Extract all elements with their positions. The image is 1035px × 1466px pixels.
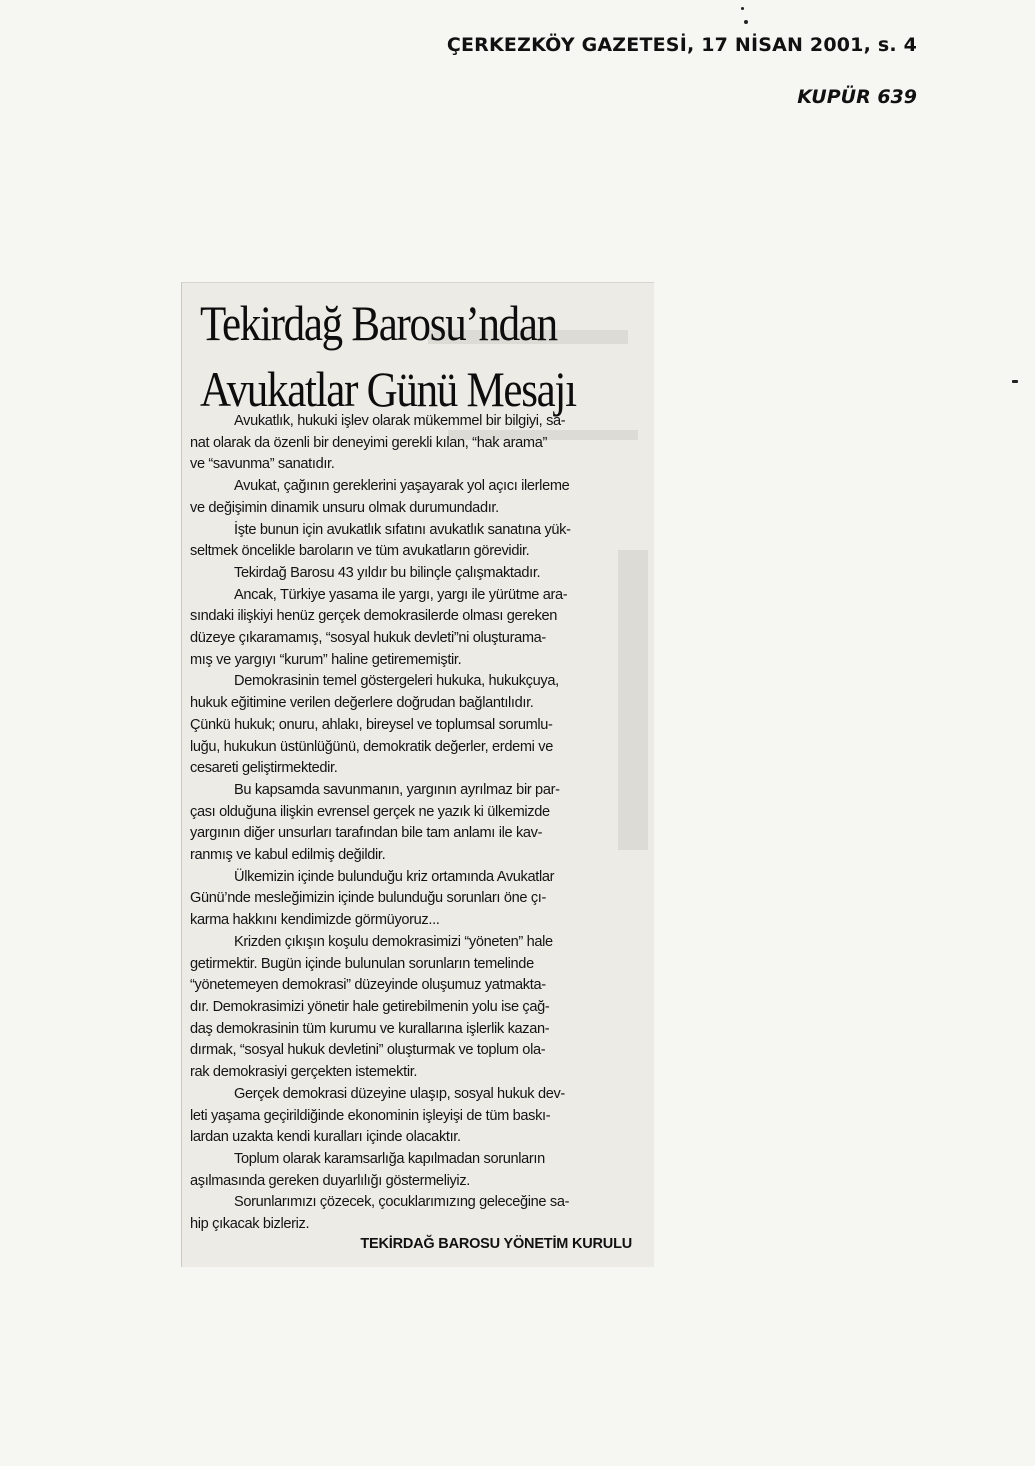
text-line: Bu kapsamda savunmanın, yargının ayrılmaz bir par- xyxy=(234,781,560,798)
text-line: ve “savunma” sanatıdır. xyxy=(190,456,335,473)
text-line: ranmış ve kabul edilmiş değildir. xyxy=(190,847,386,864)
paragraph xyxy=(190,1192,637,1235)
text-line: Krizden çıkışın koşulu demokrasimizi “yöneten” hale xyxy=(234,933,553,950)
paragraph xyxy=(190,563,637,585)
text-line: leti yaşama geçirildiğinde ekonominin işleyişi de tüm baskı- xyxy=(190,1107,551,1124)
headline-line: Tekirdağ Barosu’ndan xyxy=(200,295,557,351)
text-line: yargının diğer unsurları tarafından bile tam anlamı ile kav- xyxy=(190,825,543,842)
text-line: sındaki ilişkiyi henüz gerçek demokrasilerde olması gereken xyxy=(190,608,558,625)
text-line: dırmak, “sosyal hukuk devletini” oluşturmak ve toplum ola- xyxy=(190,1042,546,1059)
paragraph xyxy=(190,476,637,519)
paragraph xyxy=(190,520,637,563)
paragraph xyxy=(190,867,637,932)
text-line: rak demokrasiyi gerçekten istemektir. xyxy=(190,1064,418,1081)
headline-line: Avukatlar Günü Mesajı xyxy=(200,361,576,417)
paragraph xyxy=(190,585,637,672)
paragraph xyxy=(190,780,637,867)
text-line: aşılmasında gereken duyarlılığı göstermeliyiz. xyxy=(190,1172,470,1189)
text-line: daş demokrasinin tüm kurumu ve kurallarına işlerlik kazan- xyxy=(190,1020,550,1037)
text-line: nat olarak da özenli bir deneyimi gerekli kılan, “hak arama” xyxy=(190,434,547,451)
text-line: Avukatlık, hukuki işlev olarak mükemmel bir bilgiyi, sa- xyxy=(234,413,566,429)
paragraph xyxy=(190,1149,637,1192)
text-line: Toplum olarak karamsarlığa kapılmadan sorunların xyxy=(234,1150,545,1167)
newspaper-source-line: ÇERKEZKÖY GAZETESİ, 17 NİSAN 2001, s. 4 xyxy=(446,34,917,56)
scan-speck xyxy=(741,7,744,10)
paragraph xyxy=(190,932,637,1084)
article-signature: TEKİRDAĞ BAROSU YÖNETİM KURULU xyxy=(360,1236,632,1252)
scan-speck xyxy=(744,20,748,24)
text-line: mış ve yargıyı “kurum” haline getirememiştir. xyxy=(190,651,462,668)
text-line: düzeye çıkaramamış, “sosyal hukuk devleti”ni oluşturama- xyxy=(190,630,546,647)
text-line: Avukat, çağının gereklerini yaşayarak yol açıcı ilerleme xyxy=(234,478,570,495)
text-line: cesareti geliştirmektedir. xyxy=(190,760,338,777)
clipping-code: KUPÜR 639 xyxy=(797,86,917,108)
text-line: Günü’nde mesleğimizin içinde bulunduğu sorunları öne çı- xyxy=(190,890,547,907)
text-line: Sorunlarımızı çözecek, çocuklarımızıng geleceğine sa- xyxy=(234,1194,570,1211)
text-line: Tekirdağ Barosu 43 yıldır bu bilinçle çalışmaktadır. xyxy=(234,564,541,581)
text-line: Ülkemizin içinde bulunduğu kriz ortamında Avukatlar xyxy=(234,868,555,885)
text-line: getirmektir. Bugün içinde bulunulan sorunların temelinde xyxy=(190,955,534,972)
text-line: dır. Demokrasimizi yönetir hale getirebilmenin yolu ise çağ- xyxy=(190,998,550,1015)
scan-speck xyxy=(1012,380,1018,383)
paragraph xyxy=(190,1084,637,1149)
article-body xyxy=(190,411,637,1236)
text-line: karma hakkını kendimizde görmüyoruz... xyxy=(190,912,440,929)
text-line: luğu, hukukun üstünlüğünü, demokratik değerler, erdemi ve xyxy=(190,738,553,755)
paragraph xyxy=(190,671,637,780)
text-line: lardan uzakta kendi kuralları içinde olacaktır. xyxy=(190,1129,461,1146)
text-line: Çünkü hukuk; onuru, ahlakı, bireysel ve toplumsal sorumlu- xyxy=(190,716,553,733)
text-line: “yönetemeyen demokrasi” düzeyinde oluşumuz yatmakta- xyxy=(190,977,546,994)
text-line: seltmek öncelikle baroların ve tüm avukatların görevidir. xyxy=(190,543,530,560)
text-line: hukuk eğitimine verilen değerlere doğrudan bağlantılıdır. xyxy=(190,695,534,712)
text-line: Ancak, Türkiye yasama ile yargı, yargı ile yürütme ara- xyxy=(234,586,568,603)
paragraph xyxy=(190,411,637,476)
text-line: Gerçek demokrasi düzeyine ulaşıp, sosyal hukuk dev- xyxy=(234,1085,565,1102)
text-line: hip çıkacak bizleriz. xyxy=(190,1216,310,1233)
article-headline xyxy=(200,290,596,422)
text-line: ve değişimin dinamik unsuru olmak durumundadır. xyxy=(190,499,499,516)
text-line: Demokrasinin temel göstergeleri hukuka, hukukçuya, xyxy=(234,673,559,690)
text-line: çası olduğuna ilişkin evrensel gerçek ne yazık ki ülkemizde xyxy=(190,803,550,820)
text-line: İşte bunun için avukatlık sıfatını avukatlık sanatına yük- xyxy=(234,521,571,538)
